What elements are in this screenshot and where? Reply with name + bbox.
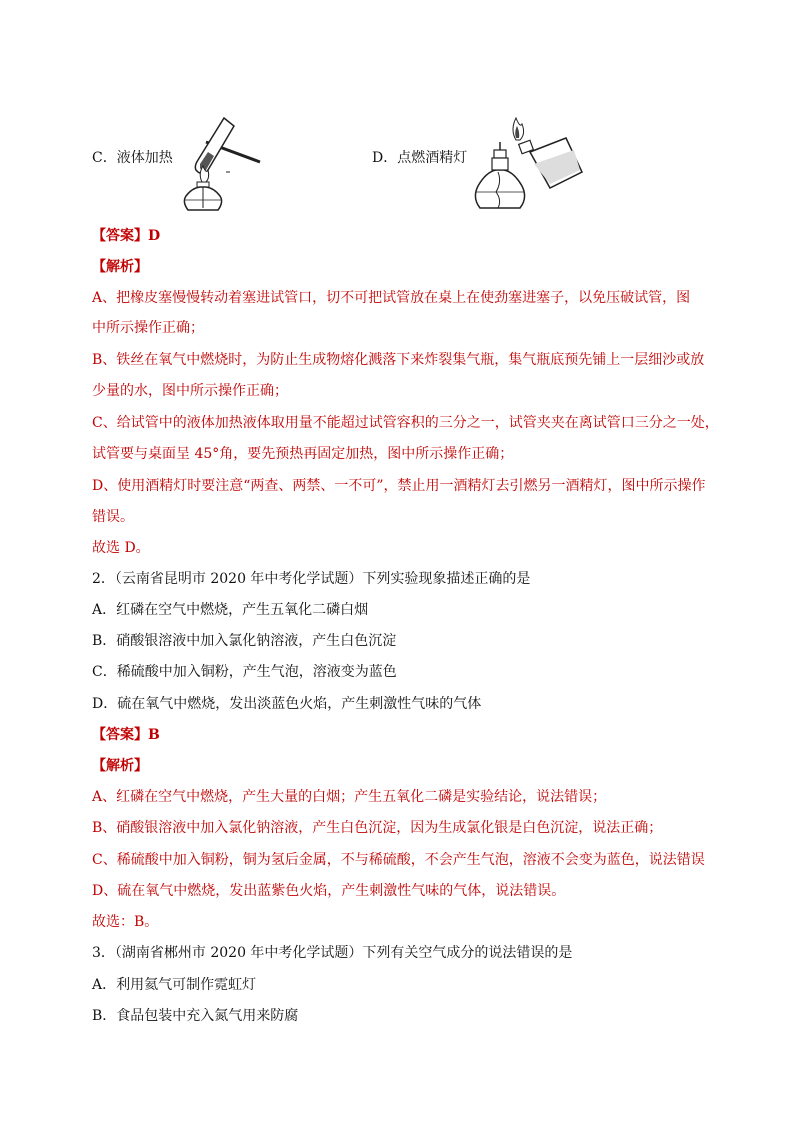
lighting-alcohol-lamp-figure xyxy=(470,112,588,212)
q3-stem: 3．（湖南省郴州市 2020 年中考化学试题）下列有关空气成分的说法错误的是 xyxy=(92,945,573,961)
q2-option-c: C．稀硫酸中加入铜粉，产生气泡，溶液变为蓝色 xyxy=(92,664,397,680)
q1-analysis-line: 少量的水，图中所示操作正确； xyxy=(92,383,288,399)
q2-analysis-line: D、硫在氧气中燃烧，发出蓝紫色火焰，产生刺激性气味的气体，说法错误。 xyxy=(92,883,566,899)
q1-analysis-line: B、铁丝在氧气中燃烧时，为防止生成物熔化溅落下来炸裂集气瓶，集气瓶底预先铺上一层细沙或放 xyxy=(92,352,705,368)
liquid-heating-figure xyxy=(178,112,268,212)
q1-analysis-line: 试管要与桌面呈 45°角，要先预热再固定加热，图中所示操作正确； xyxy=(92,446,514,462)
q3-option-b: B．食品包装中充入氮气用来防腐 xyxy=(92,1008,299,1024)
q1-analysis-line: A、把橡皮塞慢慢转动着塞进试管口，切不可把试管放在桌上在使劲塞进塞子，以免压破试管，图 xyxy=(92,290,691,306)
q1-answer: 【答案】D xyxy=(92,228,161,244)
option-d-label: D．点燃酒精灯 xyxy=(372,150,468,166)
q2-conclusion: 故选：B。 xyxy=(92,914,159,930)
q1-analysis-line: C、给试管中的液体加热液体取用量不能超过试管容积的三分之一，试管夹夹在离试管口三分之一处， xyxy=(92,415,719,431)
q1-analysis-title: 【解析】 xyxy=(92,259,148,275)
q2-analysis-title: 【解析】 xyxy=(92,758,148,774)
q1-analysis-line: 中所示操作正确； xyxy=(92,320,204,336)
q2-option-a: A．红磷在空气中燃烧，产生五氧化二磷白烟 xyxy=(92,602,369,618)
q2-option-b: B．硝酸银溶液中加入氯化钠溶液，产生白色沉淀 xyxy=(92,633,397,649)
q2-analysis-line: C、稀硫酸中加入铜粉，铜为氢后金属，不与稀硫酸，不会产生气泡，溶液不会变为蓝色，说法错误 xyxy=(92,852,705,868)
q2-stem: 2．（云南省昆明市 2020 年中考化学试题）下列实验现象描述正确的是 xyxy=(92,571,531,587)
q1-conclusion: 故选 D。 xyxy=(92,540,150,556)
q2-analysis-line: A、红磷在空气中燃烧，产生大量的白烟；产生五氧化二磷是实验结论，说法错误； xyxy=(92,789,607,805)
q2-answer: 【答案】B xyxy=(92,727,160,743)
option-c-label: C．液体加热 xyxy=(92,150,173,166)
q1-analysis-line: D、使用酒精灯时要注意“两查、两禁、一不可”，禁止用一酒精灯去引燃另一酒精灯，图中所示操作 xyxy=(92,478,706,494)
q3-option-a: A．利用氦气可制作霓虹灯 xyxy=(92,977,257,993)
q1-analysis-line: 错误。 xyxy=(92,509,134,525)
q2-option-d: D．硫在氧气中燃烧，发出淡蓝色火焰，产生刺激性气味的气体 xyxy=(92,696,482,712)
q2-analysis-line: B、硝酸银溶液中加入氯化钠溶液，产生白色沉淀，因为生成氯化银是白色沉淀，说法正确； xyxy=(92,820,663,836)
